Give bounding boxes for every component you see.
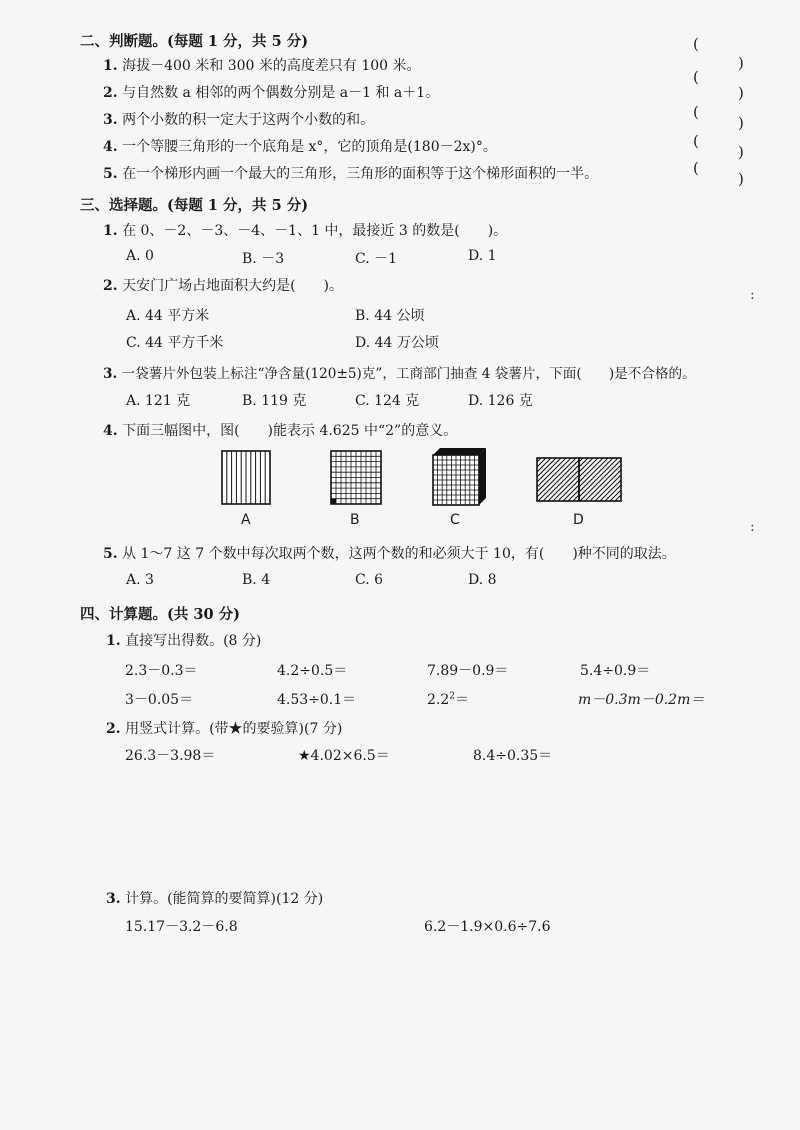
exponent: 2 (449, 691, 455, 702)
answer-paren-close-1: ) (738, 54, 744, 72)
section-2-title: 二、判断题。(每题 1 分，共 5 分) (80, 33, 309, 50)
choice-q2 (103, 275, 343, 295)
question-number: 4. (103, 423, 118, 439)
answer-paren-close-3: ) (738, 114, 744, 132)
base-value: 2.2 (427, 692, 450, 708)
option-d[interactable]: D. 44 万公顷 (355, 335, 439, 351)
judge-item-text: 在一个梯形内画一个最大的三角形，三角形的面积等于这个梯形面积的一半。 (122, 166, 599, 182)
figure-line (574, 457, 619, 502)
vertical-calc-item[interactable]: ★4.02×6.5＝ (298, 748, 390, 764)
mental-calc-item[interactable]: 3－0.05＝ (125, 692, 194, 708)
question-number: 1. (103, 223, 118, 239)
option-b[interactable]: B. 119 克 (242, 393, 307, 409)
answer-paren-open-4[interactable]: ( (693, 132, 699, 150)
question-number: 5. (103, 546, 118, 562)
answer-paren-open-3[interactable]: ( (693, 103, 699, 121)
question-text: 一袋薯片外包装上标注“净含量(120±5)克”，工商部门抽查 4 袋薯片，下面( )是不合格的。 (121, 366, 696, 382)
judge-item-text: 海拔－400 米和 300 米的高度差只有 100 米。 (122, 58, 421, 74)
figure-c-cube[interactable] (432, 447, 488, 507)
figure-line (607, 457, 622, 502)
option-a[interactable]: A. 44 平方米 (126, 308, 210, 324)
choice-q3 (103, 362, 696, 382)
choice-q4 (103, 420, 457, 440)
part-number: 2. (106, 721, 121, 737)
mental-calc-item[interactable]: 2.3－0.3＝ (125, 663, 198, 679)
part-number: 1. (106, 633, 121, 649)
figure-line (537, 457, 582, 502)
part-title: 用竖式计算。(带★的要验算)(7 分) (125, 721, 343, 737)
option-b[interactable]: B. 44 公顷 (355, 308, 425, 324)
judge-item-2 (103, 82, 439, 102)
figure-a-tenths[interactable] (221, 450, 271, 505)
figure-line (536, 457, 579, 502)
margin-mark: : (750, 519, 755, 535)
mental-calc-item[interactable]: 4.53÷0.1＝ (277, 692, 357, 708)
answer-paren-open-5[interactable]: ( (693, 159, 699, 177)
section-4-title: 四、计算题。(共 30 分) (80, 606, 240, 623)
choice-q1 (103, 220, 507, 240)
part-number: 3. (106, 891, 121, 907)
answer-paren-open-2[interactable]: ( (693, 68, 699, 86)
vertical-calc-item[interactable]: 8.4÷0.35＝ (473, 748, 553, 764)
judge-item-1 (103, 55, 421, 75)
judge-item-3 (103, 109, 374, 129)
calc-part-2-title (106, 718, 342, 738)
option-c[interactable]: C. 6 (355, 572, 384, 588)
judge-item-number: 1. (103, 58, 118, 74)
figure-line (536, 457, 577, 502)
judge-item-text: 一个等腰三角形的一个底角是 x°，它的顶角是(180－2x)°。 (122, 139, 497, 155)
answer-paren-close-5: ) (738, 170, 744, 188)
figure-label-a: A (241, 512, 251, 528)
mental-calc-item[interactable]: 5.4÷0.9＝ (580, 663, 651, 679)
option-a[interactable]: A. 3 (126, 572, 154, 588)
option-a[interactable]: A. 121 克 (126, 393, 191, 409)
simplify-calc-item[interactable]: 6.2－1.9×0.6÷7.6 (424, 919, 551, 935)
figure-label-b: B (350, 512, 360, 528)
vertical-calc-item[interactable]: 26.3－3.98＝ (125, 748, 216, 764)
calc-part-3-title (106, 888, 323, 908)
option-d[interactable]: D. 126 克 (468, 393, 533, 409)
option-b[interactable]: B. 4 (242, 572, 271, 588)
option-d[interactable]: D. 8 (468, 572, 497, 588)
judge-item-text: 两个小数的积一定大于这两个小数的和。 (122, 112, 375, 128)
mental-calc-item[interactable]: m－0.3m－0.2m＝ (578, 692, 705, 708)
section-3-title: 三、选择题。(每题 1 分，共 5 分) (80, 197, 309, 214)
answer-paren-open-1[interactable]: ( (693, 35, 699, 53)
simplify-calc-item[interactable]: 15.17－3.2－6.8 (125, 919, 238, 935)
part-title: 计算。(能简算的要简算)(12 分) (125, 891, 324, 907)
question-number: 2. (103, 278, 118, 294)
option-d[interactable]: D. 1 (468, 248, 497, 264)
equals-sign: ＝ (455, 692, 469, 708)
figure-d-hatched-squares[interactable] (536, 457, 622, 502)
figure-label-c: C (450, 512, 460, 528)
answer-paren-close-2: ) (738, 84, 744, 102)
judge-item-text: 与自然数 a 相邻的两个偶数分别是 a－1 和 a＋1。 (122, 85, 440, 101)
figure-label-d: D (573, 512, 584, 528)
mental-calc-item[interactable]: 4.2÷0.5＝ (277, 663, 348, 679)
mental-calc-item[interactable]: 7.89－0.9＝ (427, 663, 509, 679)
judge-item-number: 4. (103, 139, 118, 155)
figure-b-hundredths[interactable] (330, 450, 382, 505)
part-title: 直接写出得数。(8 分) (125, 633, 262, 649)
margin-mark: : (750, 287, 755, 303)
answer-paren-close-4: ) (738, 143, 744, 161)
question-text: 天安门广场占地面积大约是( )。 (122, 278, 344, 294)
judge-item-4 (103, 136, 497, 156)
choice-q5 (103, 543, 676, 563)
question-number: 3. (103, 366, 118, 382)
mental-calc-item-power[interactable] (427, 689, 469, 709)
option-c[interactable]: C. 124 克 (355, 393, 420, 409)
question-text: 从 1～7 这 7 个数中每次取两个数，这两个数的和必须大于 10，有( )种不同的取法。 (122, 546, 676, 562)
judge-item-number: 2. (103, 85, 118, 101)
question-text: 下面三幅图中，图( )能表示 4.625 中“2”的意义。 (122, 423, 458, 439)
question-text: 在 0、－2、－3、－4、－1、1 中，最接近 3 的数是( )。 (122, 223, 508, 239)
judge-item-number: 3. (103, 112, 118, 128)
option-c[interactable]: C. －1 (355, 251, 398, 267)
calc-part-1-title (106, 630, 261, 650)
judge-item-5 (103, 163, 598, 183)
judge-item-number: 5. (103, 166, 118, 182)
option-a[interactable]: A. 0 (126, 248, 154, 264)
option-b[interactable]: B. －3 (242, 251, 285, 267)
option-c[interactable]: C. 44 平方千米 (126, 335, 224, 351)
